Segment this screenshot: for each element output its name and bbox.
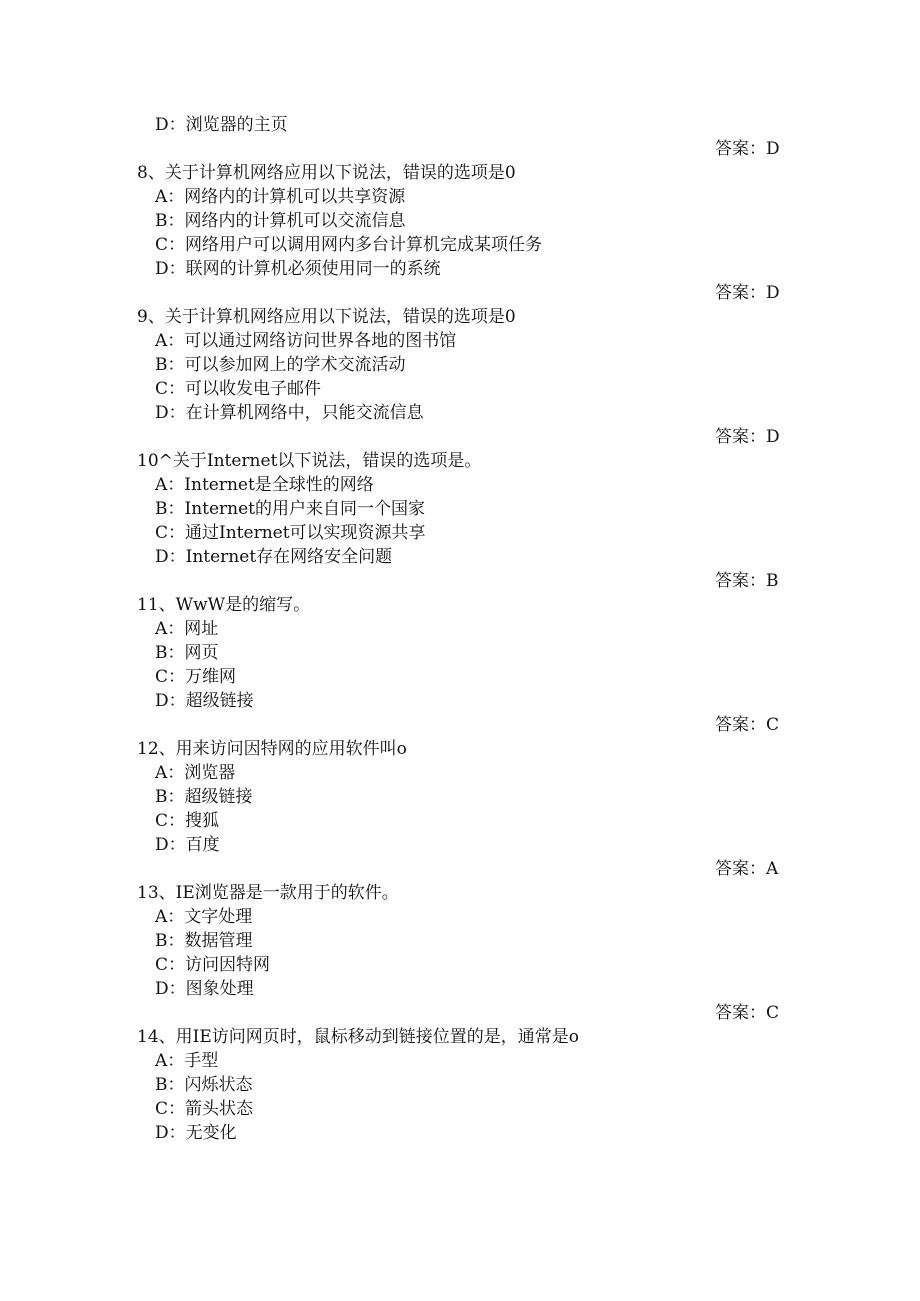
question-8-option-b: B：网络内的计算机可以交流信息 (155, 211, 406, 231)
prev-option-d: D：浏览器的主页 (155, 115, 288, 135)
question-11-option-c: C：万维网 (155, 667, 237, 687)
question-11-option-d: D：超级链接 (155, 691, 254, 711)
question-9-answer: 答案：D (715, 427, 780, 447)
question-8-option-c: C：网络用户可以调用网内多台计算机完成某项任务 (155, 235, 543, 255)
question-10-option-c: C：通过Internet可以实现资源共享 (155, 523, 426, 543)
question-14-option-b: B：闪烁状态 (155, 1075, 253, 1095)
question-9-option-c: C：可以收发电子邮件 (155, 379, 322, 399)
question-10-option-a: A：Internet是全球性的网络 (155, 475, 374, 495)
question-14-option-d: D：无变化 (155, 1123, 237, 1143)
question-12-answer: 答案：A (715, 859, 779, 879)
question-8-option-a: A：网络内的计算机可以共享资源 (155, 187, 406, 207)
question-13-option-a: A：文字处理 (155, 907, 253, 927)
question-12-option-c: C：搜狐 (155, 811, 220, 831)
question-11-option-a: A：网址 (155, 619, 219, 639)
question-14-option-a: A：手型 (155, 1051, 219, 1071)
question-12-stem: 12、用来访问因特网的应用软件叫o (137, 739, 407, 759)
question-11-option-b: B：网页 (155, 643, 219, 663)
question-10-stem: 10^关于Internet以下说法，错误的选项是。 (137, 451, 482, 471)
question-12-option-d: D：百度 (155, 835, 220, 855)
question-10-option-b: B：Internet的用户来自同一个国家 (155, 499, 426, 519)
question-8-stem: 8、关于计算机网络应用以下说法，错误的选项是0 (137, 163, 516, 183)
question-9-option-a: A：可以通过网络访问世界各地的图书馆 (155, 331, 457, 351)
question-9-stem: 9、关于计算机网络应用以下说法，错误的选项是0 (137, 307, 516, 327)
question-13-option-c: C：访问因特网 (155, 955, 271, 975)
question-9-option-b: B：可以参加网上的学术交流活动 (155, 355, 406, 375)
prev-answer: 答案：D (715, 139, 780, 159)
question-8-answer: 答案：D (715, 283, 780, 303)
question-14-stem: 14、用IE访问网页时，鼠标移动到链接位置的是，通常是o (137, 1027, 579, 1047)
question-12-option-b: B：超级链接 (155, 787, 253, 807)
question-13-option-b: B：数据管理 (155, 931, 253, 951)
question-9-option-d: D：在计算机网络中，只能交流信息 (155, 403, 424, 423)
question-14-option-c: C：箭头状态 (155, 1099, 254, 1119)
question-10-answer: 答案：B (715, 571, 779, 591)
question-11-stem: 11、WwW是的缩写。 (137, 595, 311, 615)
question-8-option-d: D：联网的计算机必须使用同一的系统 (155, 259, 441, 279)
question-13-option-d: D：图象处理 (155, 979, 254, 999)
question-13-stem: 13、IE浏览器是一款用于的软件。 (137, 883, 399, 903)
question-13-answer: 答案：C (715, 1003, 780, 1023)
question-10-option-d: D：Internet存在网络安全问题 (155, 547, 393, 567)
question-11-answer: 答案：C (715, 715, 780, 735)
question-12-option-a: A：浏览器 (155, 763, 236, 783)
